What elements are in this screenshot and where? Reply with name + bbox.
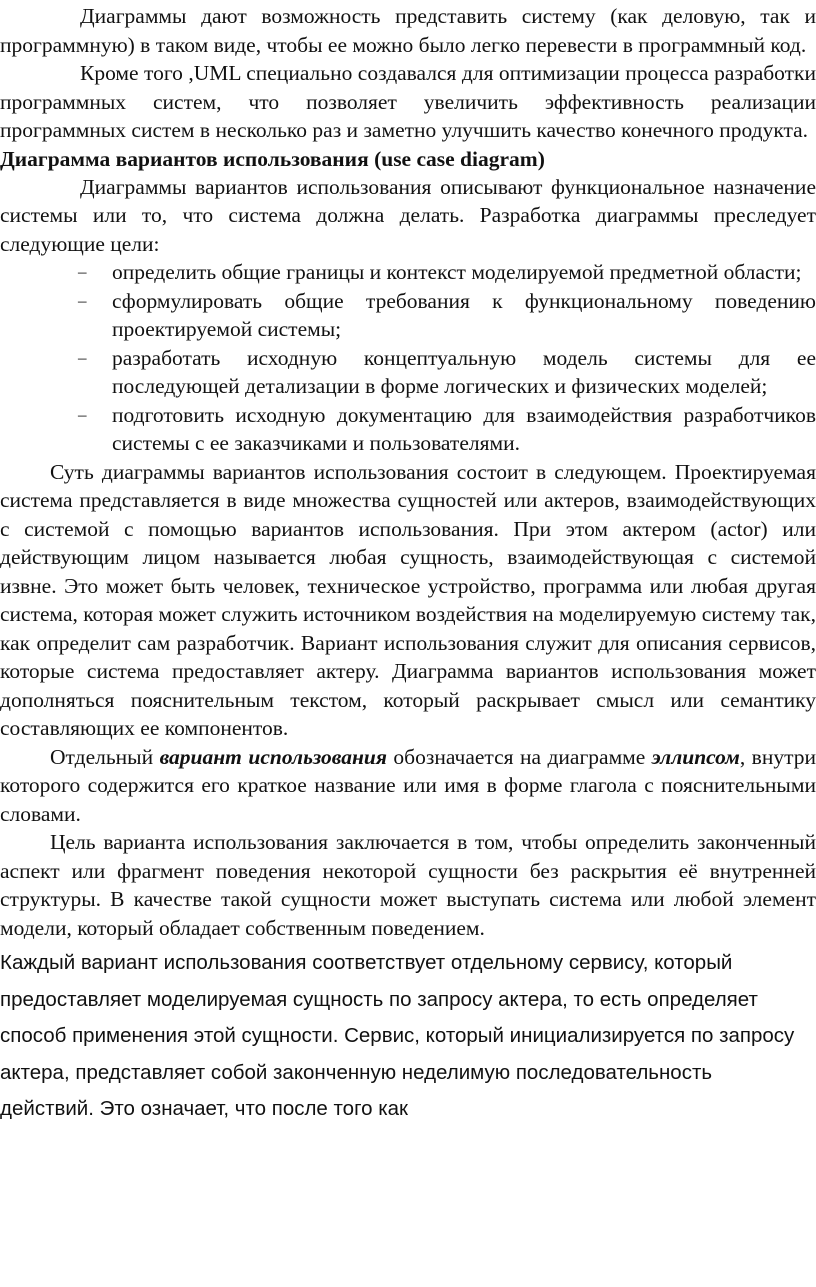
- text-run: , внутри которого содержится его краткое название или имя в форме глагола с пояснительными словами.: [0, 744, 816, 826]
- paragraph-uml-optimization: Кроме того ,UML специально создавался для оптимизации процесса разработки программных систем, что позволяет увеличить эффективность реализации программных систем в несколько раз и заметно улучшить качество конечного продукта.: [0, 61, 816, 142]
- section-heading-use-case: Диаграмма вариантов использования (use case diagram): [0, 146, 545, 171]
- paragraph-service: Каждый вариант использования соответствует отдельному сервису, который предоставляет моделируемая сущность по запросу актера, то есть определяет способ применения этой сущности. Сервис, который инициализируется по запросу актера, представляет собой законченную неделимую последовательность действий. Это означает, что после того как: [0, 951, 795, 1120]
- paragraph-diagrams-purpose: Диаграммы дают возможность представить систему (как деловую, так и программную) в таком виде, чтобы ее можно было легко перевести в программный код.: [0, 4, 816, 57]
- list-item: [0, 287, 816, 344]
- term-use-case: вариант использования: [159, 744, 387, 769]
- list-item: [0, 401, 816, 458]
- dash-marker: –: [78, 347, 87, 367]
- list-item: [0, 258, 816, 287]
- text-run: Отдельный: [50, 744, 160, 769]
- paragraph-use-case-description: Диаграммы вариантов использования описывают функциональное назначение системы или то, что система должна делать. Разработка диаграммы преследует следующие цели:: [0, 174, 816, 256]
- list-item-text: подготовить исходную документацию для взаимодействия разработчиков системы с ее заказчиками и пользователями.: [112, 402, 816, 455]
- paragraph-essence: Суть диаграммы вариантов использования состоит в следующем. Проектируемая система представляется в виде множества сущностей или актеров, взаимодействующих с системой с помощью вариантов использования. При этом актером (actor) или действующим лицом называется любая сущность, взаимодействующая с системой извне. Это может быть человек, техническое устройство, программа или любая другая система, которая может служить источником воздействия на моделируемую систему так, как определит сам разработчик. Вариант использования служит для описания сервисов, которые система предоставляет актеру. Диаграмма вариантов использования может дополняться пояснительным текстом, который раскрывает смысл или семантику составляющих ее компонентов.: [0, 459, 816, 740]
- list-item-text: определить общие границы и контекст моделируемой предметной области;: [112, 260, 802, 284]
- list-item: [0, 344, 816, 401]
- paragraph-use-case-ellipse: [0, 743, 816, 829]
- term-ellipse: эллипсом: [651, 744, 740, 769]
- text-run: обозначается на диаграмме: [386, 744, 652, 769]
- dash-marker: –: [78, 404, 87, 424]
- goals-list: [0, 258, 816, 458]
- list-item-text: сформулировать общие требования к функциональному поведению проектируемой системы;: [112, 288, 816, 341]
- list-item-text: разработать исходную концептуальную модель системы для ее последующей детализации в форме логических и физических моделей;: [112, 345, 816, 398]
- dash-marker: –: [78, 262, 87, 281]
- dash-marker: –: [78, 290, 87, 310]
- paragraph-use-case-goal: Цель варианта использования заключается в том, чтобы определить законченный аспект или фрагмент поведения некоторой сущности без раскрытия её внутренней структуры. В качестве такой сущности может выступать система или любой элемент модели, который обладает собственным поведением.: [0, 830, 816, 940]
